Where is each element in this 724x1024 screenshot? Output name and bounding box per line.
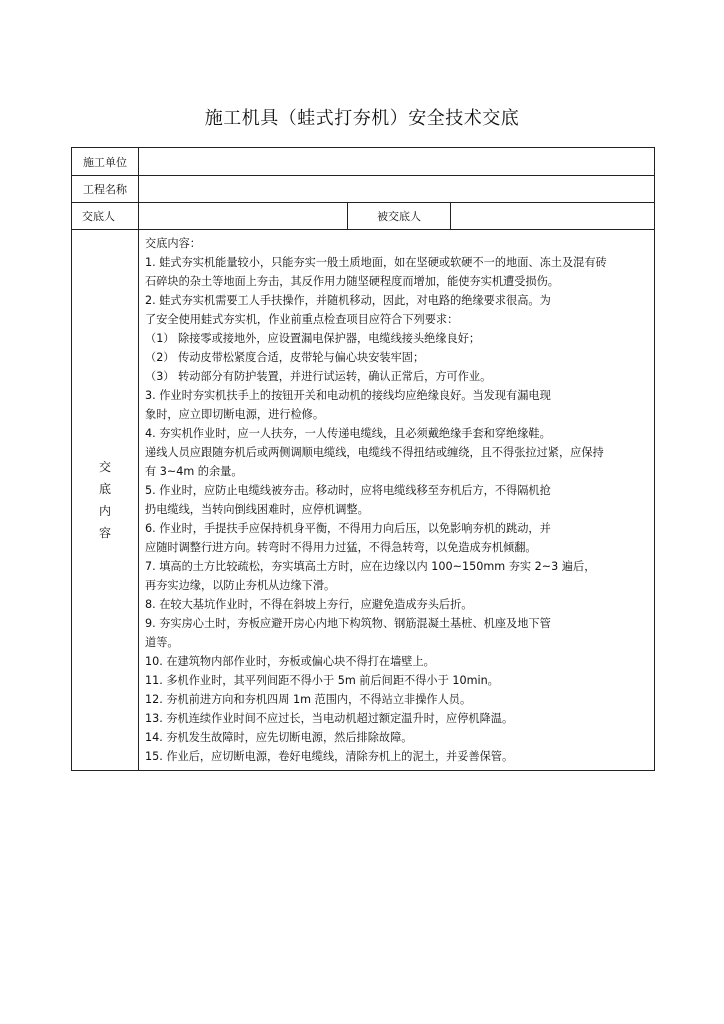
row-project-name — [72, 176, 655, 203]
content-line: 9. 夯实房心土时，夯板应避开房心内地下构筑物、钢筋混凝土基桩、机座及地下管 — [145, 617, 551, 630]
construction-unit-label: 施工单位 — [72, 148, 139, 176]
project-name-field[interactable] — [139, 176, 655, 203]
content-line: 12. 夯机前进方向和夯机四周 1m 范围内，不得站立非操作人员。 — [145, 693, 472, 706]
content-line: 扔电缆线，当转向倒线困难时，应停机调整。 — [145, 503, 369, 516]
content-line: 7. 填高的土方比较疏松，夯实填高土方时，应在边缘以内 100~150mm 夯实 2~3 遍后， — [145, 560, 596, 573]
construction-unit-field[interactable] — [139, 148, 655, 176]
content-line: 10. 在建筑物内部作业时，夯板或偏心块不得打在墙壁上。 — [145, 655, 435, 668]
content-line: 8. 在较大基坑作业时，不得在斜坡上夯行，应避免造成夯头后折。 — [145, 598, 473, 611]
disclosure-content-body — [139, 230, 655, 771]
content-line: （1） 除接零或接地外，应设置漏电保护器，电缆线接头绝缘良好； — [145, 332, 481, 345]
side-char: 容 — [98, 526, 111, 540]
content-line: 有 3~4m 的余量。 — [145, 465, 243, 478]
recipient-field[interactable] — [451, 203, 655, 230]
content-line: 14. 夯机发生故障时，应先切断电源，然后排除故障。 — [145, 731, 413, 744]
recipient-label: 被交底人 — [348, 203, 451, 230]
content-line: 11. 多机作业时，其平列间距不得小于 5m 前后间距不得小于 10min。 — [145, 674, 499, 687]
project-name-label: 工程名称 — [72, 176, 139, 203]
content-line: 了安全使用蛙式夯实机，作业前重点检查项目应符合下列要求： — [145, 313, 459, 326]
content-line: 石碎块的杂土等地面上夯击，其反作用力随坚硬程度而增加，能使夯实机遭受损伤。 — [145, 275, 559, 288]
side-char: 内 — [98, 504, 111, 518]
content-line: 1. 蛙式夯实机能量较小，只能夯实一般土质地面，如在坚硬或软硬不一的地面、冻土及混有砖 — [145, 256, 607, 269]
side-char: 交 — [98, 460, 111, 474]
content-line: 3. 作业时夯实机扶手上的按钮开关和电动机的接线均应绝缘良好。当发现有漏电现 — [145, 389, 551, 402]
discloser-field[interactable] — [139, 203, 348, 230]
disclosure-form-table — [71, 147, 655, 771]
content-line: 13. 夯机连续作业时间不应过长，当电动机超过额定温升时，应停机降温。 — [145, 712, 514, 725]
content-line: 5. 作业时，应防止电缆线被夯击。移动时，应将电缆线移至夯机后方，不得隔机抢 — [145, 484, 551, 497]
content-line: 再夯实边缘，以防止夯机从边缘下滑。 — [145, 579, 336, 592]
content-line: （3） 转动部分有防护装置，并进行试运转，确认正常后，方可作业。 — [145, 370, 492, 383]
content-line: 象时，应立即切断电源，进行检修。 — [145, 408, 325, 421]
document-title: 施工机具（蛙式打夯机）安全技术交底 — [204, 108, 520, 129]
content-line: 应随时调整行进方向。转弯时不得用力过猛，不得急转弯，以免造成夯机倾翻。 — [145, 541, 537, 554]
side-char: 底 — [98, 482, 111, 496]
content-line: 递线人员应跟随夯机后或两侧调顺电缆线，电缆线不得扭结或缠绕，且不得张拉过紧，应保持 — [145, 446, 604, 459]
content-line: （2） 传动皮带松紧度合适，皮带轮与偏心块安装牢固； — [145, 351, 425, 364]
content-side-label — [72, 230, 139, 771]
content-line: 2. 蛙式夯实机需要工人手扶操作，并随机移动，因此，对电路的绝缘要求很高。为 — [145, 294, 551, 307]
content-line: 15. 作业后，应切断电源，卷好电缆线，清除夯机上的泥土，并妥善保管。 — [145, 750, 514, 763]
content-line: 6. 作业时，手提扶手应保持机身平衡，不得用力向后压，以免影响夯机的跳动，并 — [145, 522, 551, 535]
row-disclosure-persons — [72, 203, 655, 230]
discloser-label: 交底人 — [72, 203, 139, 230]
row-disclosure-content — [72, 230, 655, 771]
row-construction-unit — [72, 148, 655, 176]
content-heading: 交底内容： — [145, 237, 201, 250]
content-line: 4. 夯实机作业时，应一人扶夯，一人传递电缆线，且必须戴绝缘手套和穿绝缘鞋。 — [145, 427, 551, 440]
content-line: 道等。 — [145, 636, 179, 649]
